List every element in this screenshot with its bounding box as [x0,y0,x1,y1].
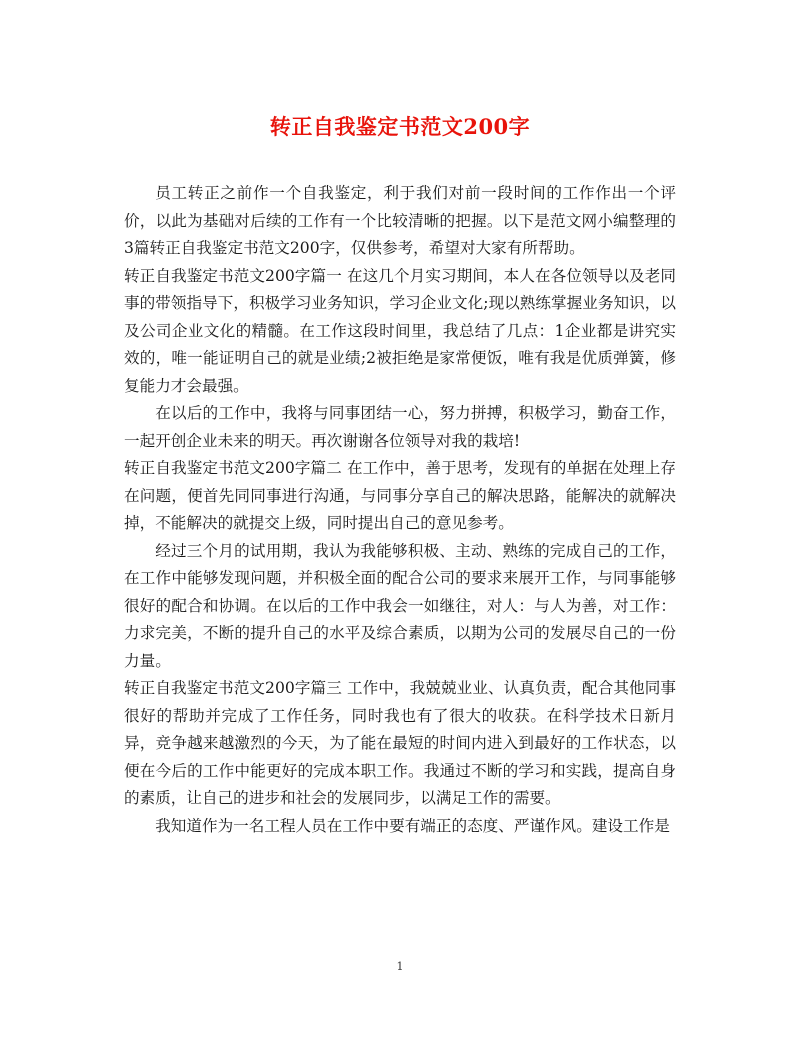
paragraph-intro [124,180,676,263]
paragraph-text: 在工作中，善于思考，发现有的单据在处理上存在问题，便首先同同事进行沟通，与同事分享自己的解决思路，能解决的就解决掉，不能解决的就提交上级，同时提出自己的意见参考。 [124,459,676,532]
paragraph-section-one [124,263,676,401]
paragraph-section-three-followup [124,813,676,841]
document-body [124,180,676,840]
section-heading: 转正自我鉴定书范文200字篇一 [124,266,342,285]
paragraph-text: 在这几个月实习期间，本人在各位领导以及老同事的带领指导下，积极学习业务知识，学习企业文化;现以熟练掌握业务知识，以及公司企业文化的精髓。在工作这段时间里，我总结了几点：1企业都是讲究实效的，唯一能证明自己的就是业绩;2被拒绝是家常便饭，唯有我是优质弹簧，修复能力才会最强。 [124,266,676,395]
paragraph-text: 经过三个月的试用期，我认为我能够积极、主动、熟练的完成自己的工作，在工作中能够发现问题，并积极全面的配合公司的要求来展开工作，与同事能够很好的配合和协调。在以后的工作中我会一如继往，对人：与人为善，对工作：力求完美，不断的提升自己的水平及综合素质，以期为公司的发展尽自己的一份力量。 [124,541,676,670]
paragraph-text: 员工转正之前作一个自我鉴定，利于我们对前一段时间的工作作出一个评价，以此为基础对后续的工作有一个比较清晰的把握。以下是范文网小编整理的3篇转正自我鉴定书范文200字，仅供参考，希望对大家有所帮助。 [124,184,676,257]
paragraph-section-two-followup [124,538,676,676]
paragraph-text: 工作中，我兢兢业业、认真负责，配合其他同事很好的帮助并完成了工作任务，同时我也有了很大的收获。在科学技术日新月异，竞争越来越激烈的今天，为了能在最短的时间内进入到最好的工作状态，以便在今后的工作中能更好的完成本职工作。我通过不断的学习和实践，提高自身的素质，让自己的进步和社会的发展同步，以满足工作的需要。 [124,679,676,807]
page-number: 1 [396,960,404,973]
section-heading: 转正自我鉴定书范文200字篇三 [124,679,342,697]
document-title: 转正自我鉴定书范文200字 [269,114,531,139]
paragraph-section-one-followup [124,400,676,455]
section-heading: 转正自我鉴定书范文200字篇二 [124,459,342,477]
paragraph-section-two [124,455,676,538]
paragraph-text: 我知道作为一名工程人员在工作中要有端正的态度、严谨作风。建设工作是 [155,816,670,835]
paragraph-section-three [124,675,676,813]
paragraph-text: 在以后的工作中，我将与同事团结一心，努力拼搏，积极学习，勤奋工作，一起开创企业未来的明天。再次谢谢各位领导对我的栽培! [124,404,676,450]
